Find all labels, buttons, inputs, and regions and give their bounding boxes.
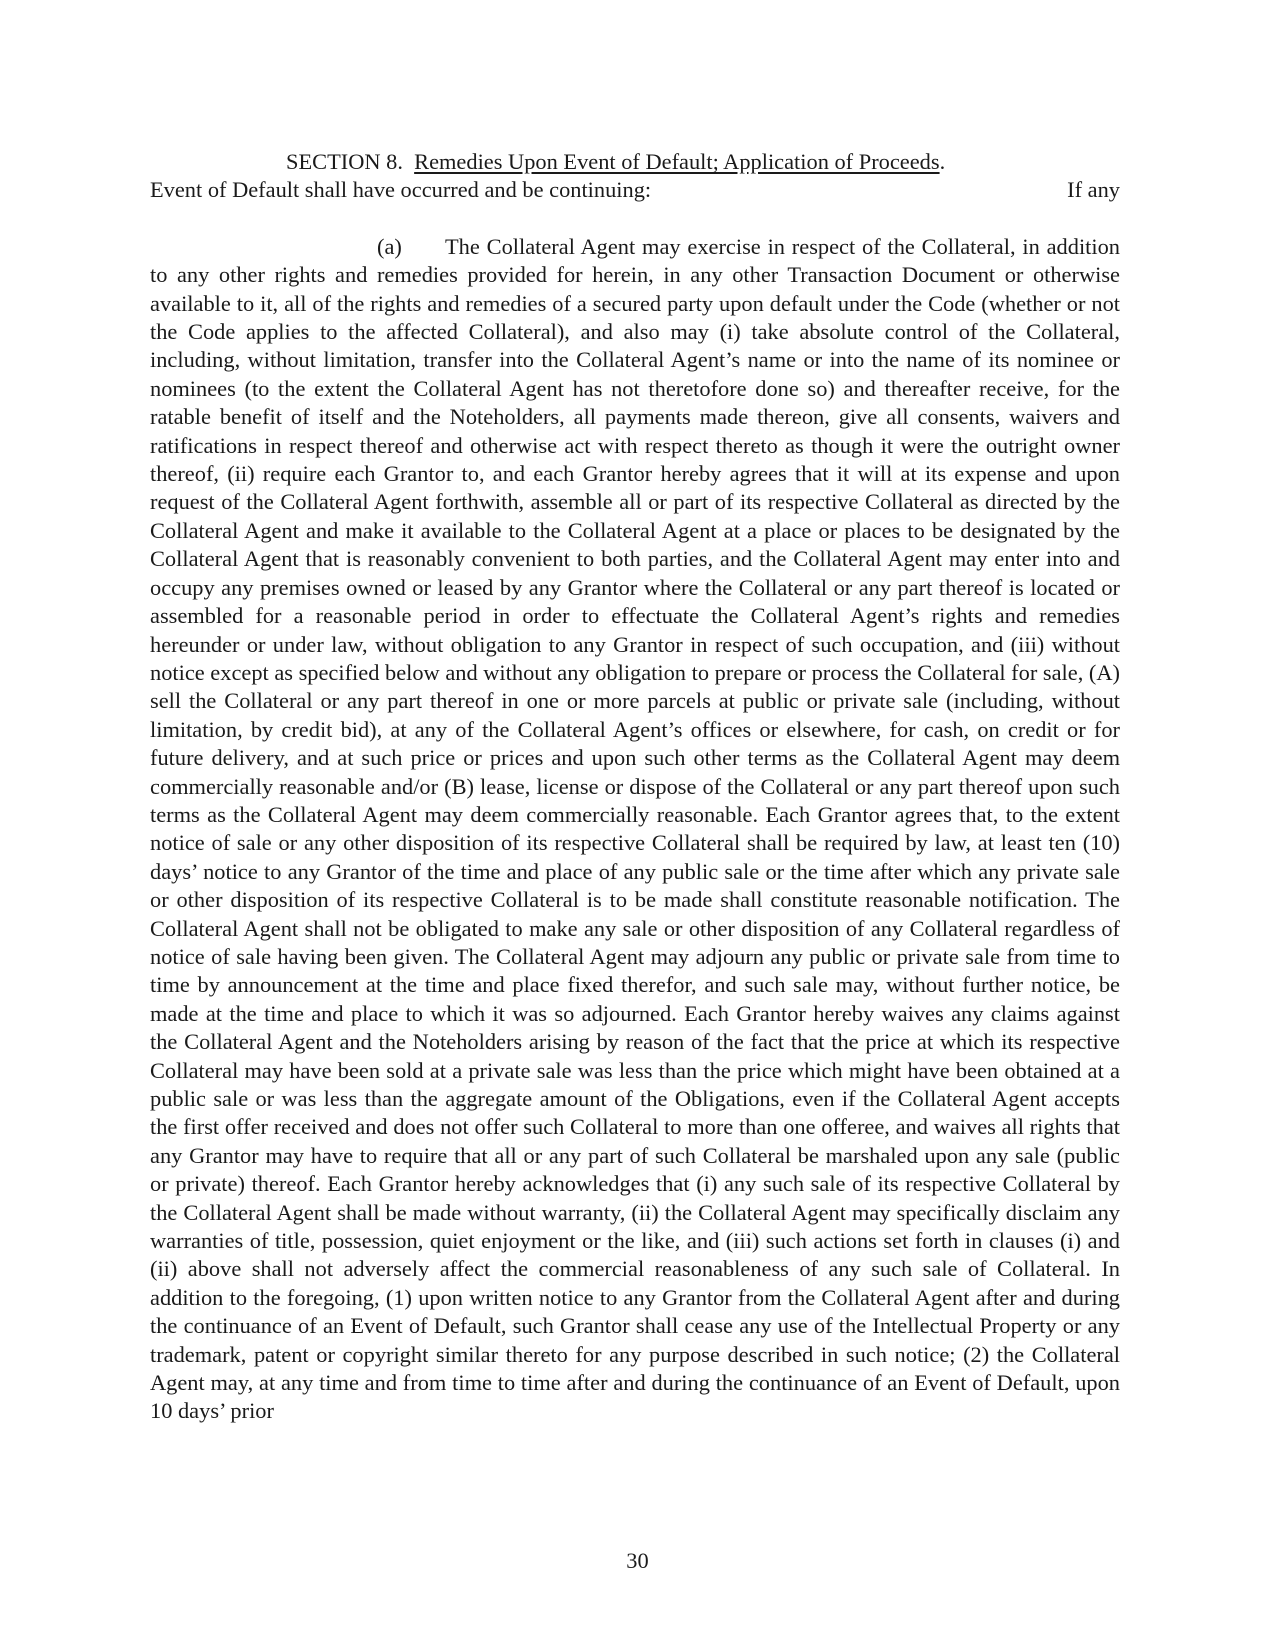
document-page [150, 148, 1120, 1426]
section-heading-tail: If any [1067, 177, 1120, 203]
section-label: SECTION 8. [286, 149, 403, 174]
clause-a-text: The Collateral Agent may exercise in respect of the Collateral, in addition to any other rights and remedies provided for herein, in any other Transaction Document or otherwise available to it, all of the rights and remedies of a secured party upon default under the Code (whether or not the Code applies to the affected Collateral), and also may (i) take absolute control of the Collateral, including, without limitation, transfer into the Collateral Agent’s name or into the name of its nominee or nominees (to the extent the Collateral Agent has not theretofore done so) and thereafter receive, for the ratable benefit of itself and the Noteholders, all payments made thereon, give all consents, waivers and ratifications in respect thereof and otherwise act with respect thereto as though it were the outright owner thereof, (ii) require each Grantor to, and each Grantor hereby agrees that it will at its expense and upon request of the Collateral Agent forthwith, assemble all or part of its respective Collateral as directed by the Collateral Agent and make it available to the Collateral Agent at a place or places to be designated by the Collateral Agent that is reasonably convenient to both parties, and the Collateral Agent may enter into and occupy any premises owned or leased by any Grantor where the Collateral or any part thereof is located or assembled for a reasonable period in order to effectuate the Collateral Agent’s rights and remedies hereunder or under law, without obligation to any Grantor in respect of such occupation, and (iii) without notice except as specified below and without any obligation to prepare or process the Collateral for sale, (A) sell the Collateral or any part thereof in one or more parcels at public or private sale (including, without limitation, by credit bid), at any of the Collateral Agent’s offices or elsewhere, for cash, on credit or for future delivery, and at such price or prices and upon such other terms as the Collateral Agent may deem commercially reasonable and/or (B) lease, license or dispose of the Collateral or any part thereof upon such terms as the Collateral Agent may deem commercially reasonable. Each Grantor agrees that, to the extent notice of sale or any other disposition of its respective Collateral shall be required by law, at least ten (10) days’ notice to any Grantor of the time and place of any public sale or the time after which any private sale or other disposition of its respective Collateral is to be made shall constitute reasonable notification. The Collateral Agent shall not be obligated to make any sale or other disposition of any Collateral regardless of notice of sale having been given. The Collateral Agent may adjourn any public or private sale from time to time by announcement at the time and place fixed therefor, and such sale may, without further notice, be made at the time and place to which it was so adjourned. Each Grantor hereby waives any claims against the Collateral Agent and the Noteholders arising by reason of the fact that the price at which its respective Collateral may have been sold at a private sale was less than the price which might have been obtained at a public sale or was less than the aggregate amount of the Obligations, even if the Collateral Agent accepts the first offer received and does not offer such Collateral to more than one offeree, and waives all rights that any Grantor may have to require that all or any part of such Collateral be marshaled upon any sale (public or private) thereof. Each Grantor hereby acknowledges that (i) any such sale of its respective Collateral by the Collateral Agent shall be made without warranty, (ii) the Collateral Agent may specifically disclaim any warranties of title, possession, quiet enjoyment or the like, and (iii) such actions set forth in clauses (i) and (ii) above shall not adversely affect the commercial reasonableness of any such sale of Collateral. In addition to the foregoing, (1) upon written notice to any Grantor from the Collateral Agent after and during the continuance of an Event of Default, such Grantor shall cease any use of the Intellectual Property or any trademark, patent or copyright similar thereto for any purpose described in such notice; (2) the Collateral Agent may, at any time and from time to time after and during the continuance of an Event of Default, upon 10 days’ prior [150, 233, 1120, 1424]
page-number: 30 [626, 1548, 649, 1573]
clause-a-paragraph [150, 233, 1120, 1426]
section-title-period: . [939, 149, 946, 174]
section-title: Remedies Upon Event of Default; Application of Proceeds [414, 149, 940, 174]
section-heading-continuation: Event of Default shall have occurred and be continuing: [150, 177, 652, 203]
clause-a-label: (a) [377, 233, 402, 259]
